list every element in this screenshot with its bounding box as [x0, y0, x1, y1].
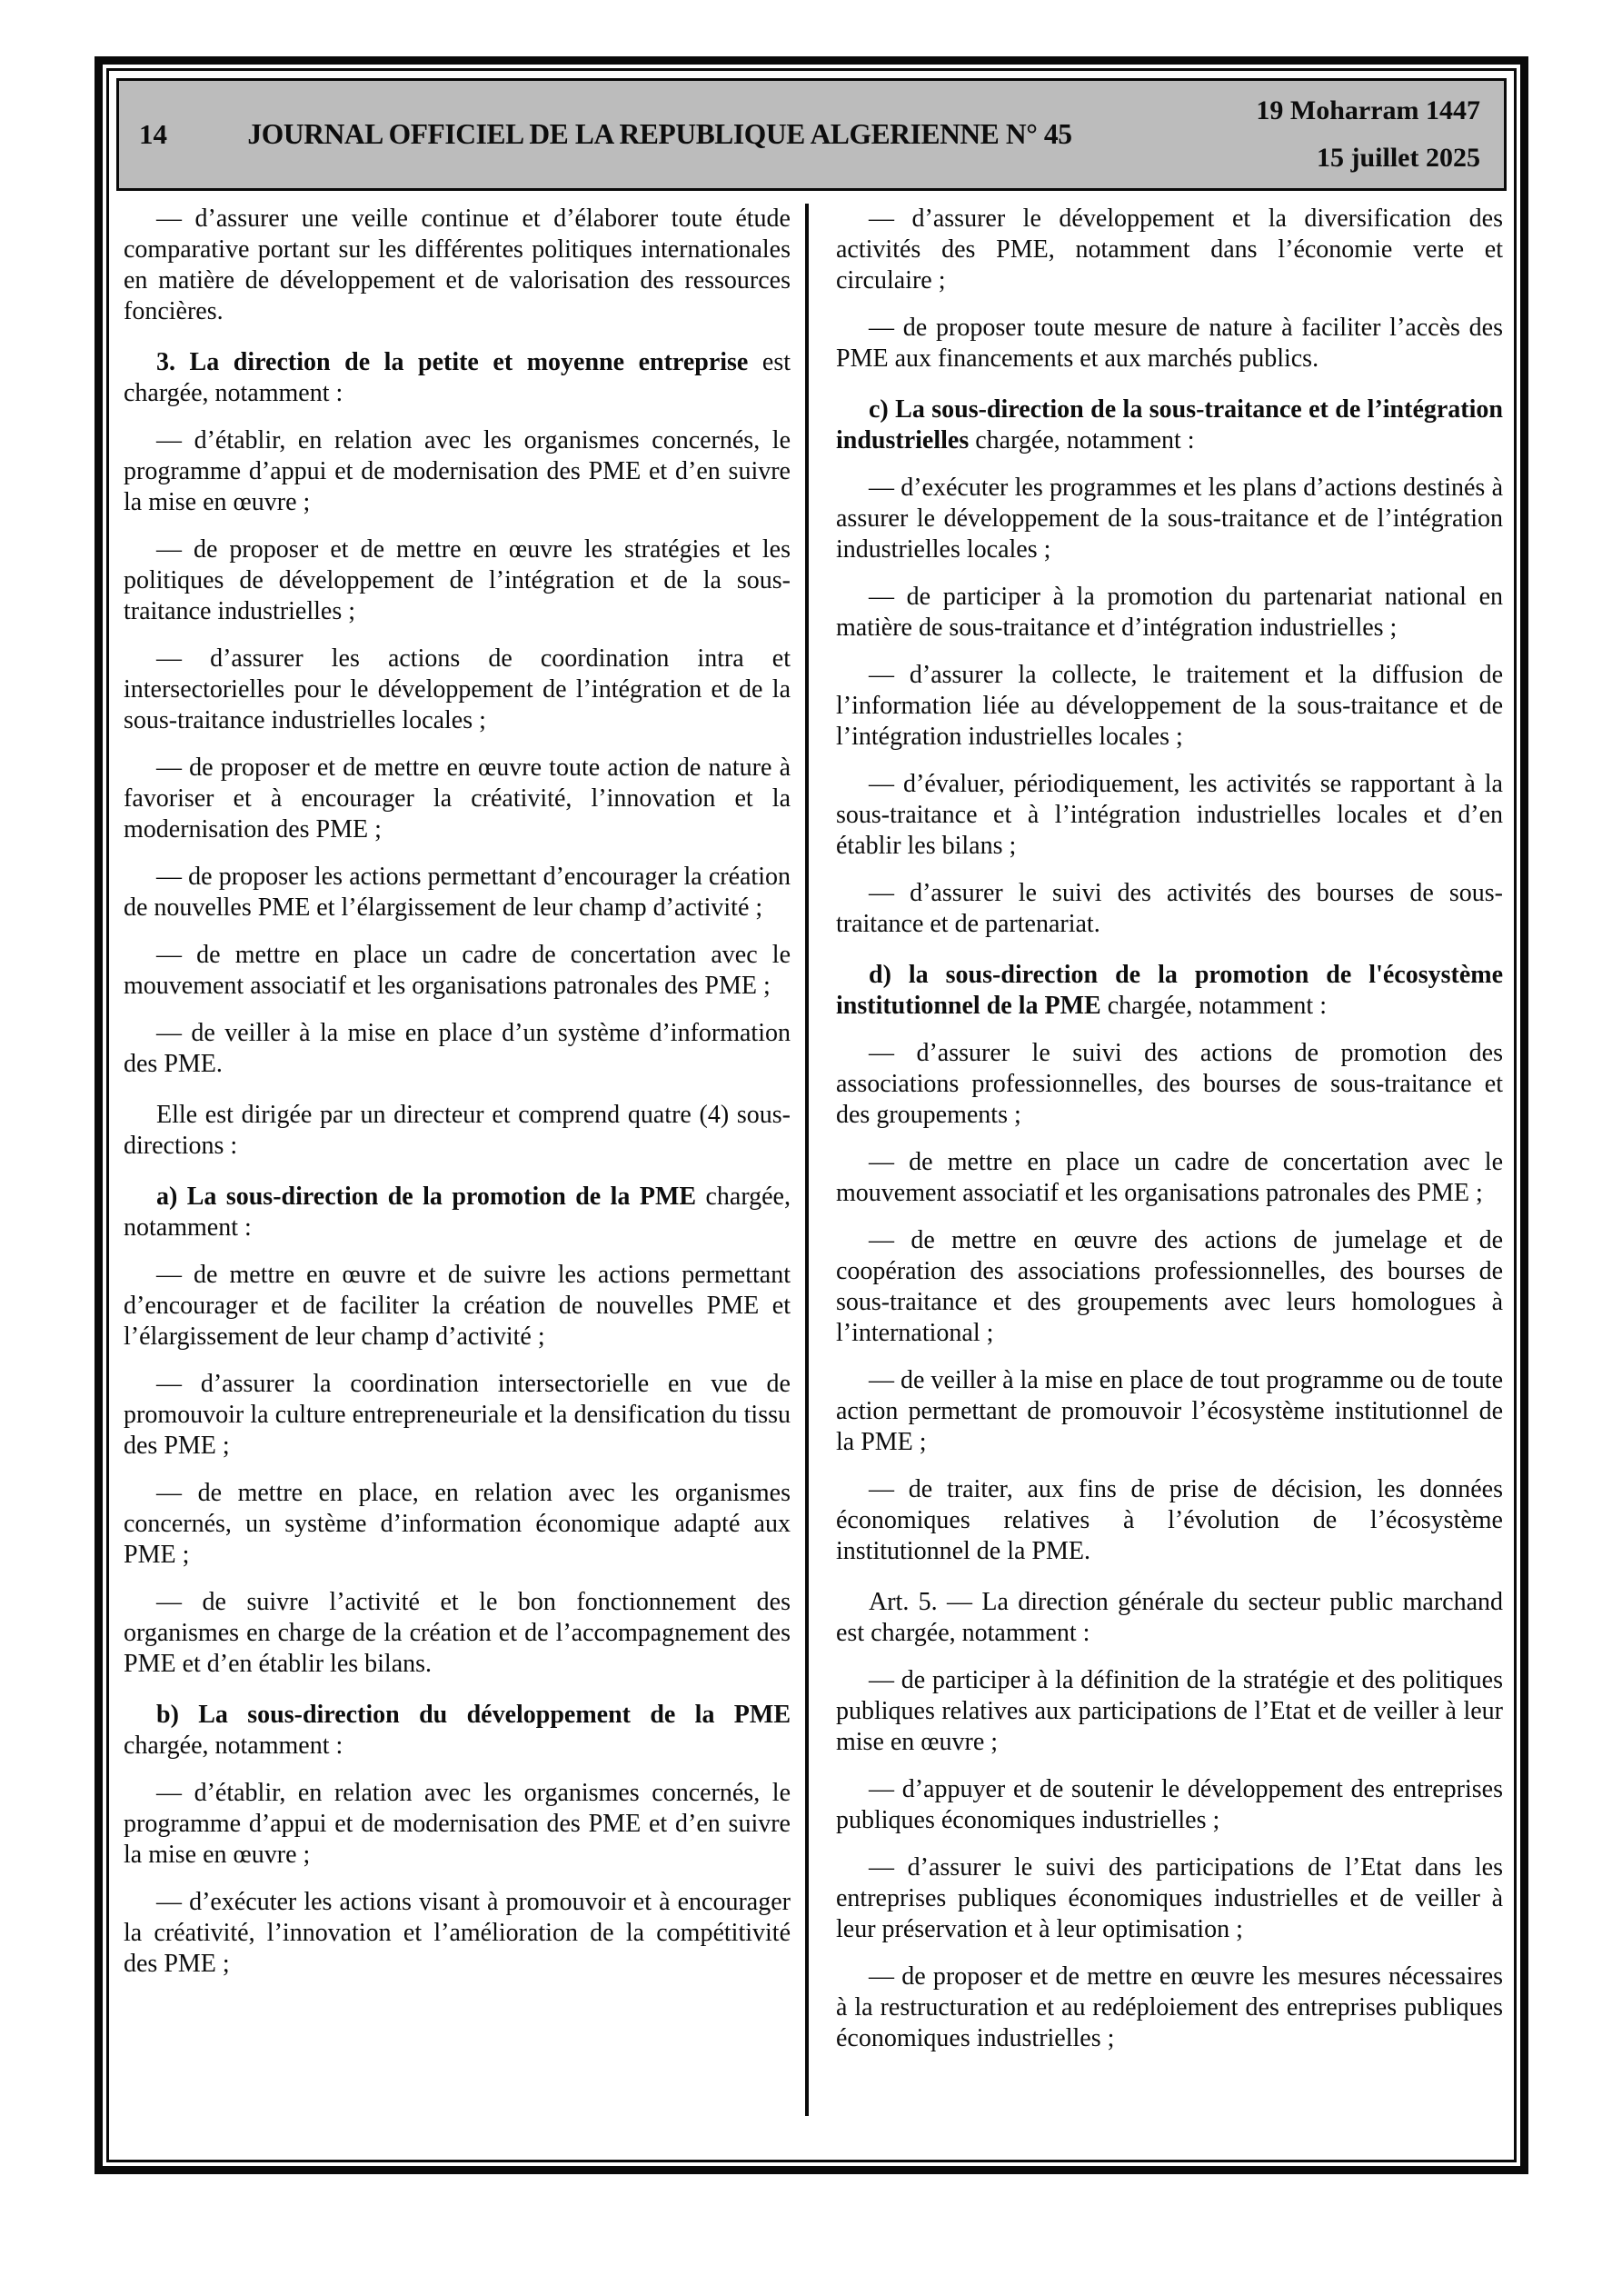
paragraph [124, 1369, 791, 1462]
paragraph-text: — d’assurer le développement et la diversification des activités des PME, notamment dans l’économie verte et circulaire ; [836, 205, 1503, 294]
header-band [116, 78, 1507, 191]
paragraph-text: chargée, notamment : [124, 1732, 343, 1760]
paragraph-text: Art. 5. — La direction générale du secteur public marchand est chargée, notamment : [836, 1588, 1503, 1647]
paragraph-text: — de veiller à la mise en place d’un système d’information des PME. [124, 1019, 791, 1078]
paragraph [124, 1587, 791, 1680]
paragraph-text: — de veiller à la mise en place de tout programme ou de toute action permettant de promouvoir l’écosystème institutionnel de la PME ; [836, 1366, 1503, 1456]
paragraph-text: — de participer à la promotion du partenariat national en matière de sous-traitance et d’intégration industrielles ; [836, 583, 1503, 642]
paragraph [124, 862, 791, 923]
heading-paragraph [836, 394, 1503, 456]
paragraph-text: — de mettre en œuvre et de suivre les actions permettant d’encourager et de faciliter la création de nouvelles PME et l’élargissement de leur champ d’activité ; [124, 1261, 791, 1351]
paragraph [836, 1774, 1503, 1836]
paragraph-text: — d’exécuter les programmes et les plans d’actions destinés à assurer le développement de la sous-traitance et de l’intégration industrielles locales ; [836, 474, 1503, 564]
page-frame [95, 56, 1528, 2174]
column-right [809, 204, 1507, 2152]
paragraph [124, 644, 791, 736]
paragraph [124, 425, 791, 518]
paragraph [124, 1100, 791, 1162]
paragraph-text: chargée, notamment : [124, 1183, 791, 1242]
heading-bold-text: a) La sous-direction de la promotion de la PME [156, 1183, 697, 1211]
paragraph [124, 1478, 791, 1571]
paragraph-text: chargée, notamment : [969, 426, 1195, 454]
paragraph-text: — d’assurer la coordination intersectorielle en vue de promouvoir la culture entrepreneuriale et la densification du tissu des PME ; [124, 1370, 791, 1460]
paragraph [124, 940, 791, 1002]
paragraph-text: — d’évaluer, périodiquement, les activités se rapportant à la sous-traitance et à l’intégration industrielles locales et d’en établir les bilans ; [836, 770, 1503, 860]
paragraph-text: — de proposer toute mesure de nature à faciliter l’accès des PME aux financements et aux marchés publics. [836, 314, 1503, 373]
paragraph [836, 1365, 1503, 1458]
paragraph [836, 1038, 1503, 1131]
paragraph [124, 753, 791, 845]
paragraph-text: — de proposer et de mettre en œuvre les mesures nécessaires à la restructuration et au redéploiement des entreprises publiques économiques industrielles ; [836, 1962, 1503, 2052]
heading-paragraph [124, 1182, 791, 1243]
paragraph-text: chargée, notamment : [1100, 992, 1327, 1020]
heading-bold-text: 3. La direction de la petite et moyenne entreprise [156, 348, 749, 376]
column-left [116, 204, 805, 2152]
paragraph-text: — de mettre en œuvre des actions de jumelage et de coopération des associations professionnelles, des bourses de sous-traitance et des groupements avec leurs homologues à l’international ; [836, 1226, 1503, 1347]
paragraph [836, 313, 1503, 374]
paragraph [836, 1474, 1503, 1567]
paragraph-text: — d’assurer les actions de coordination intra et intersectorielles pour le développement de l’intégration et de la sous-traitance industrielles locales ; [124, 644, 791, 734]
paragraph [836, 1665, 1503, 1758]
paragraph-text: — de proposer et de mettre en œuvre toute action de nature à favoriser et à encourager la créativité, l’innovation et la modernisation des PME ; [124, 754, 791, 844]
paragraph [124, 204, 791, 327]
paragraph [836, 660, 1503, 753]
page-frame-inner [106, 68, 1517, 2162]
paragraph [836, 1962, 1503, 2054]
heading-paragraph [124, 1700, 791, 1762]
paragraph [124, 1778, 791, 1871]
paragraph [836, 769, 1503, 862]
paragraph-text: — d’assurer le suivi des actions de promotion des associations professionnelles, des bourses de sous-traitance et des groupements ; [836, 1039, 1503, 1129]
paragraph [836, 878, 1503, 940]
journal-title: JOURNAL OFFICIEL DE LA REPUBLIQUE ALGERIENNE N° 45 [247, 118, 1072, 150]
paragraph-text: — d’assurer une veille continue et d’élaborer toute étude comparative portant sur les différentes politiques internationales en matière de développement et de valorisation des ressources foncières. [124, 205, 791, 325]
paragraph [836, 1587, 1503, 1649]
paragraph [836, 204, 1503, 296]
paragraph-text: est chargée, notamment : [124, 348, 791, 407]
paragraph-text: — de traiter, aux fins de prise de décision, les données économiques relatives à l’évolution de l’écosystème institutionnel de la PME. [836, 1475, 1503, 1565]
paragraph [124, 534, 791, 627]
paragraph-text: — d’assurer le suivi des activités des bourses de sous-traitance et de partenariat. [836, 879, 1503, 938]
paragraph-text: — de proposer et de mettre en œuvre les stratégies et les politiques de développement de l’intégration et de la sous-traitance industrielles ; [124, 535, 791, 625]
heading-bold-text: c) La sous-direction de la sous-traitance et de l’intégration industrielles [836, 395, 1503, 454]
paragraph-text: — d’assurer le suivi des participations de l’Etat dans les entreprises publiques économiques industrielles et de veiller à leur préservation et à leur optimisation ; [836, 1853, 1503, 1943]
paragraph [836, 582, 1503, 644]
paragraph-text: — de mettre en place un cadre de concertation avec le mouvement associatif et les organisations patronales des PME ; [124, 941, 791, 1000]
paragraph-text: — de mettre en place un cadre de concertation avec le mouvement associatif et les organisations patronales des PME ; [836, 1148, 1503, 1207]
paragraph-text: — d’établir, en relation avec les organismes concernés, le programme d’appui et de modernisation des PME et d’en suivre la mise en œuvre ; [124, 1779, 791, 1869]
paragraph [836, 1852, 1503, 1945]
date-hijri: 19 Moharram 1447 [1256, 95, 1480, 125]
paragraph-text: — de mettre en place, en relation avec les organismes concernés, un système d’information économique adapté aux PME ; [124, 1479, 791, 1569]
date-gregorian: 15 juillet 2025 [1317, 143, 1480, 173]
paragraph-text: — d’établir, en relation avec les organismes concernés, le programme d’appui et de modernisation des PME et d’en suivre la mise en œuvre ; [124, 426, 791, 516]
paragraph-text: — d’assurer la collecte, le traitement et la diffusion de l’information liée au développement de la sous-traitance et de l’intégration industrielles locales ; [836, 661, 1503, 751]
paragraph [124, 1887, 791, 1980]
paragraph-text: Elle est dirigée par un directeur et comprend quatre (4) sous-directions : [124, 1101, 791, 1160]
heading-paragraph [836, 960, 1503, 1022]
paragraph-text: — de proposer les actions permettant d’encourager la création de nouvelles PME et l’élargissement de leur champ d’activité ; [124, 863, 791, 922]
heading-paragraph [124, 347, 791, 409]
heading-bold-text: b) La sous-direction du développement de la PME [156, 1701, 791, 1729]
page-content [116, 191, 1507, 2152]
paragraph-text: — de suivre l’activité et le bon fonctionnement des organismes en charge de la création et de l’accompagnement des PME et d’en établir les bilans. [124, 1588, 791, 1678]
header-dates [1099, 87, 1480, 182]
paragraph-text: — d’exécuter les actions visant à promouvoir et à encourager la créativité, l’innovation et l’amélioration de la compétitivité des PME ; [124, 1888, 791, 1978]
paragraph-text: — de participer à la définition de la stratégie et des politiques publiques relatives aux participations de l’Etat et de veiller à leur mise en œuvre ; [836, 1666, 1503, 1756]
heading-bold-text: d) la sous-direction de la promotion de l'écosystème institutionnel de la PME [836, 961, 1503, 1020]
paragraph-text: — d’appuyer et de soutenir le développement des entreprises publiques économiques industrielles ; [836, 1775, 1503, 1834]
paragraph [836, 1225, 1503, 1349]
paragraph [124, 1260, 791, 1353]
paragraph [124, 1018, 791, 1080]
paragraph [836, 473, 1503, 565]
page-number: 14 [139, 118, 167, 150]
paragraph [836, 1147, 1503, 1209]
